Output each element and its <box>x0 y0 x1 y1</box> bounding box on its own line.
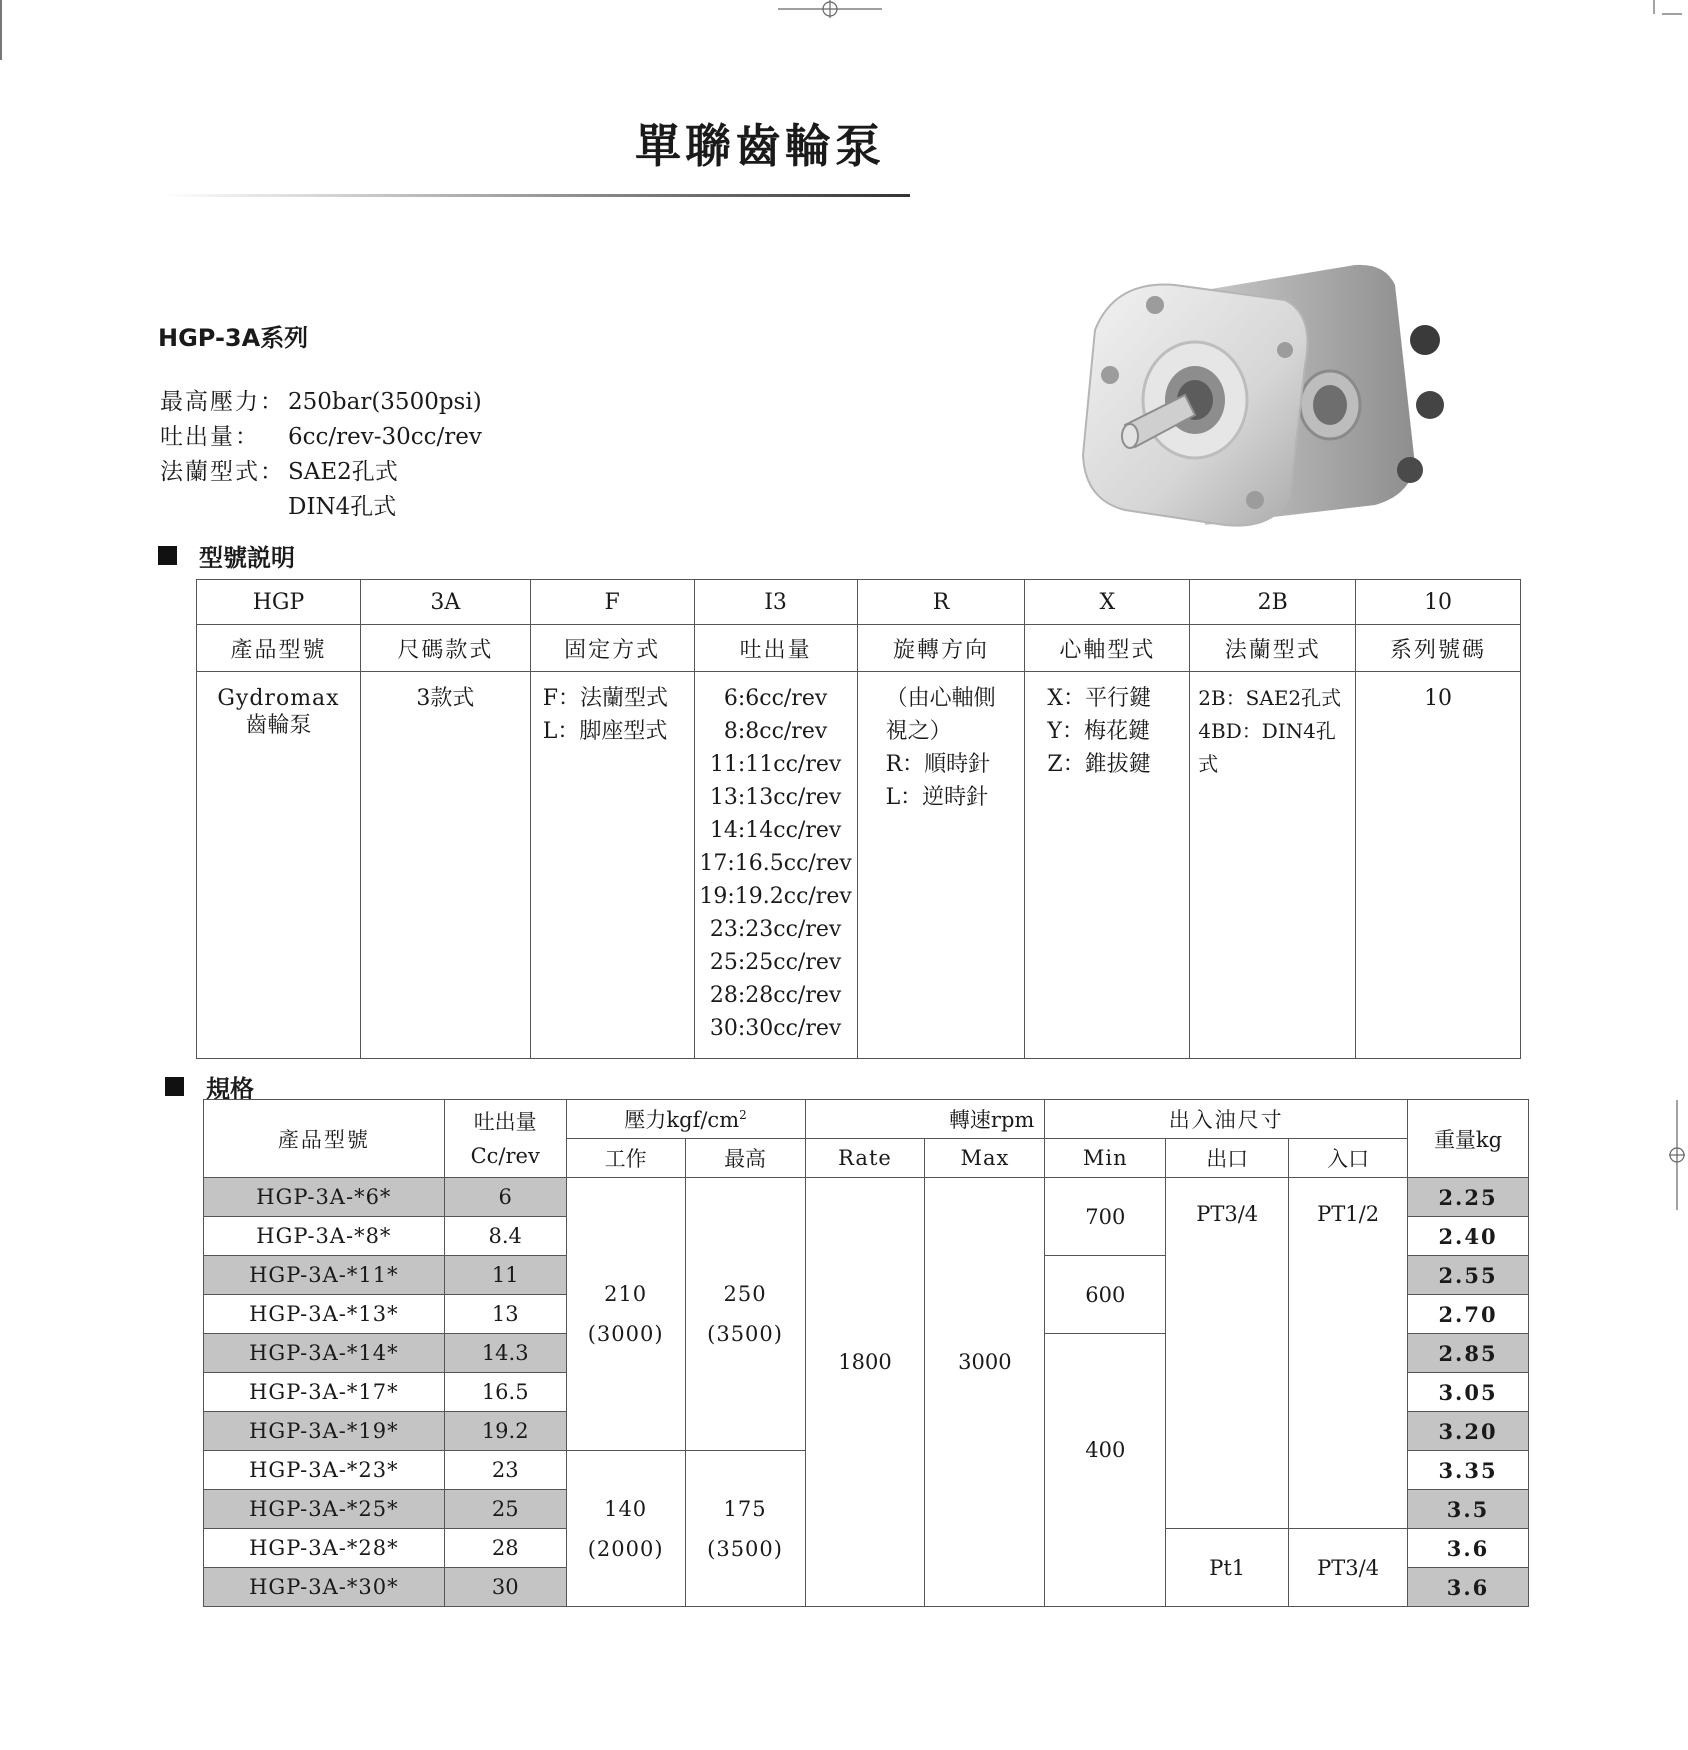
max-pressure-value: 250 <box>723 1282 767 1306</box>
model-cell: HGP-3A-*30* <box>204 1568 445 1607</box>
code-row <box>197 580 1521 625</box>
header-outlet: 出口 <box>1166 1139 1289 1178</box>
model-cell: HGP-3A-*11* <box>204 1256 445 1295</box>
displacement-cell: 16.5 <box>444 1373 566 1412</box>
displacement-cell: 14.3 <box>444 1334 566 1373</box>
inlet-b: PT3/4 <box>1289 1529 1408 1607</box>
rate-rpm: 1800 <box>805 1178 925 1607</box>
code-cell: R <box>857 580 1025 625</box>
weight-cell: 2.40 <box>1408 1217 1529 1256</box>
name-cell: 旋轉方向 <box>857 625 1025 672</box>
shaft-cell <box>1025 672 1190 1059</box>
page-title: 單聯齒輪泵 <box>635 119 885 173</box>
spec-label: 最高壓力： <box>160 389 285 415</box>
model-cell: HGP-3A-*19* <box>204 1412 445 1451</box>
header-speed <box>805 1100 1045 1139</box>
header-ports: 出入油尺寸 <box>1045 1100 1408 1139</box>
displacement-cell <box>694 672 857 1059</box>
model-cell: HGP-3A-*13* <box>204 1295 445 1334</box>
max-pressure-b <box>685 1451 805 1607</box>
series-cell: 10 <box>1356 672 1521 1059</box>
model-cell: HGP-3A-*28* <box>204 1529 445 1568</box>
displacement-cell: 8.4 <box>444 1217 566 1256</box>
inlet-a: PT1/2 <box>1289 1178 1408 1529</box>
displacement-option: 25:25cc/rev <box>709 950 842 975</box>
name-row <box>197 625 1521 672</box>
displacement-option: 13:13cc/rev <box>709 785 842 810</box>
weight-cell: 2.70 <box>1408 1295 1529 1334</box>
weight-cell: 2.25 <box>1408 1178 1529 1217</box>
max-pressure-a <box>685 1178 805 1451</box>
work-pressure-psi: (2000) <box>587 1536 664 1561</box>
spec-label <box>160 490 288 525</box>
work-pressure-value: 210 <box>604 1282 648 1306</box>
section-title: 型號説明 <box>199 544 295 572</box>
displacement-option: 19:19.2cc/rev <box>699 884 852 909</box>
spec-value: 6cc/rev-30cc/rev <box>288 424 482 450</box>
header-max-pressure: 最高 <box>685 1139 805 1178</box>
name-cell: 系列號碼 <box>1356 625 1521 672</box>
work-pressure-value: 140 <box>604 1496 648 1521</box>
spec-value: SAE2孔式 <box>288 459 398 485</box>
min-rpm-c: 400 <box>1045 1334 1166 1607</box>
product-cell <box>197 672 361 1059</box>
displacement-cell: 25 <box>444 1490 566 1529</box>
header-work: 工作 <box>566 1139 685 1178</box>
rotation-line: （由心軸側 <box>885 686 996 711</box>
model-cell: HGP-3A-*8* <box>204 1217 445 1256</box>
header-weight: 重量kg <box>1408 1100 1529 1178</box>
crop-mark-right <box>1652 0 1682 30</box>
name-cell: 固定方式 <box>530 625 694 672</box>
code-cell: HGP <box>197 580 361 625</box>
displacement-cell: 23 <box>444 1451 566 1490</box>
code-cell: F <box>530 580 694 625</box>
weight-cell: 3.6 <box>1408 1529 1529 1568</box>
shaft-option: Z：錐拔鍵 <box>1047 752 1151 777</box>
header-pressure-sup: 2 <box>739 1108 747 1122</box>
product-line: Gydromax <box>217 686 340 711</box>
header-max-rpm: Max <box>925 1139 1045 1178</box>
min-rpm-b: 600 <box>1045 1256 1166 1334</box>
header-pressure <box>566 1100 805 1139</box>
weight-cell: 3.35 <box>1408 1451 1529 1490</box>
weight-cell: 2.55 <box>1408 1256 1529 1295</box>
spec-header-row <box>204 1100 1529 1139</box>
name-cell: 法蘭型式 <box>1190 625 1356 672</box>
spec-row <box>160 490 482 525</box>
displacement-cell: 6 <box>444 1178 566 1217</box>
spec-table <box>203 1099 1529 1607</box>
displacement-option: 17:16.5cc/rev <box>699 851 852 876</box>
shaft-option: Y：梅花鍵 <box>1047 719 1150 744</box>
spec-row <box>160 385 482 420</box>
displacement-cell: 13 <box>444 1295 566 1334</box>
mounting-option: F：法蘭型式 <box>542 686 668 711</box>
displacement-cell: 11 <box>444 1256 566 1295</box>
displacement-cell: 30 <box>444 1568 566 1607</box>
spec-value: DIN4孔式 <box>288 494 397 520</box>
flange-cell <box>1190 672 1356 1059</box>
model-cell: HGP-3A-*14* <box>204 1334 445 1373</box>
max-rpm: 3000 <box>925 1178 1045 1607</box>
spec-label: 吐出量： <box>160 424 260 450</box>
rotation-cell <box>857 672 1025 1059</box>
min-rpm-a: 700 <box>1045 1178 1166 1256</box>
work-pressure-psi: (3000) <box>587 1322 664 1346</box>
displacement-option: 11:11cc/rev <box>709 752 842 777</box>
weight-cell: 3.20 <box>1408 1412 1529 1451</box>
rotation-line: R：順時針 <box>885 752 991 777</box>
model-cell: HGP-3A-*23* <box>204 1451 445 1490</box>
product-line: 齒輪泵 <box>245 713 312 738</box>
displacement-option: 28:28cc/rev <box>709 983 842 1008</box>
weight-cell: 3.05 <box>1408 1373 1529 1412</box>
shaft-option: X：平行鍵 <box>1047 686 1152 711</box>
code-cell: 2B <box>1190 580 1356 625</box>
model-cell: HGP-3A-*17* <box>204 1373 445 1412</box>
code-cell: I3 <box>694 580 857 625</box>
code-cell: 10 <box>1356 580 1521 625</box>
rotation-line: L：逆時針 <box>885 785 989 810</box>
name-cell: 吐出量 <box>694 625 857 672</box>
displacement-option: 14:14cc/rev <box>709 818 842 843</box>
flange-option: 4BD：DIN4孔式 <box>1198 719 1336 776</box>
displacement-cell: 28 <box>444 1529 566 1568</box>
mounting-cell <box>530 672 694 1059</box>
flange-option: 2B：SAE2孔式 <box>1198 686 1342 710</box>
spec-value: 250bar(3500psi) <box>288 389 482 415</box>
title-rule <box>160 194 910 197</box>
displacement-option: 30:30cc/rev <box>709 1016 842 1041</box>
mounting-option: L：脚座型式 <box>542 719 668 744</box>
outlet-b: Pt1 <box>1166 1529 1289 1607</box>
table-row <box>204 1178 1529 1217</box>
outlet-a: PT3/4 <box>1166 1178 1289 1529</box>
spec-label: 法蘭型式： <box>160 459 285 485</box>
header-min-rpm: Min <box>1045 1139 1166 1178</box>
spec-list <box>160 385 482 525</box>
header-displacement <box>444 1100 566 1178</box>
header-pressure-label: 壓力kgf/cm <box>624 1108 740 1132</box>
model-cell: HGP-3A-*6* <box>204 1178 445 1217</box>
header-model: 產品型號 <box>204 1100 445 1178</box>
max-pressure-value: 175 <box>723 1496 767 1521</box>
header-inlet: 入口 <box>1289 1139 1408 1178</box>
model-cell: HGP-3A-*25* <box>204 1490 445 1529</box>
spec-row <box>160 420 482 455</box>
code-cell: 3A <box>360 580 530 625</box>
size-cell: 3款式 <box>360 672 530 1059</box>
work-pressure-b <box>566 1451 685 1607</box>
gear-pump-photo <box>1055 255 1465 540</box>
crop-mark-top <box>778 0 882 18</box>
header-speed-label: 轉速rpm <box>948 1108 1035 1132</box>
section-model-code <box>158 538 295 573</box>
spec-row <box>160 455 482 490</box>
weight-cell: 3.6 <box>1408 1568 1529 1607</box>
weight-cell: 2.85 <box>1408 1334 1529 1373</box>
displacement-option: 23:23cc/rev <box>709 917 842 942</box>
displacement-option: 6:6cc/rev <box>723 686 828 711</box>
detail-row <box>197 672 1521 1059</box>
crop-mark-left <box>0 0 2 60</box>
name-cell: 產品型號 <box>197 625 361 672</box>
section-title: 規格 <box>206 1075 254 1103</box>
max-pressure-psi: (3500) <box>707 1322 783 1346</box>
section-bullet <box>165 1077 184 1096</box>
registration-mark-right <box>1665 1100 1688 1210</box>
max-pressure-psi: (3500) <box>707 1536 783 1561</box>
model-code-table <box>196 579 1521 1059</box>
code-cell: X <box>1025 580 1190 625</box>
section-bullet <box>158 546 177 565</box>
rotation-line: 視之） <box>885 719 952 744</box>
weight-cell: 3.5 <box>1408 1490 1529 1529</box>
header-rate: Rate <box>805 1139 925 1178</box>
work-pressure-a <box>566 1178 685 1451</box>
series-name: HGP-3A系列 <box>158 324 309 352</box>
name-cell: 心軸型式 <box>1025 625 1190 672</box>
name-cell: 尺碼款式 <box>360 625 530 672</box>
displacement-cell: 19.2 <box>444 1412 566 1451</box>
header-displacement-label: 吐出量 <box>473 1109 537 1134</box>
displacement-option: 8:8cc/rev <box>723 719 828 744</box>
header-displacement-unit: Cc/rev <box>470 1143 540 1168</box>
